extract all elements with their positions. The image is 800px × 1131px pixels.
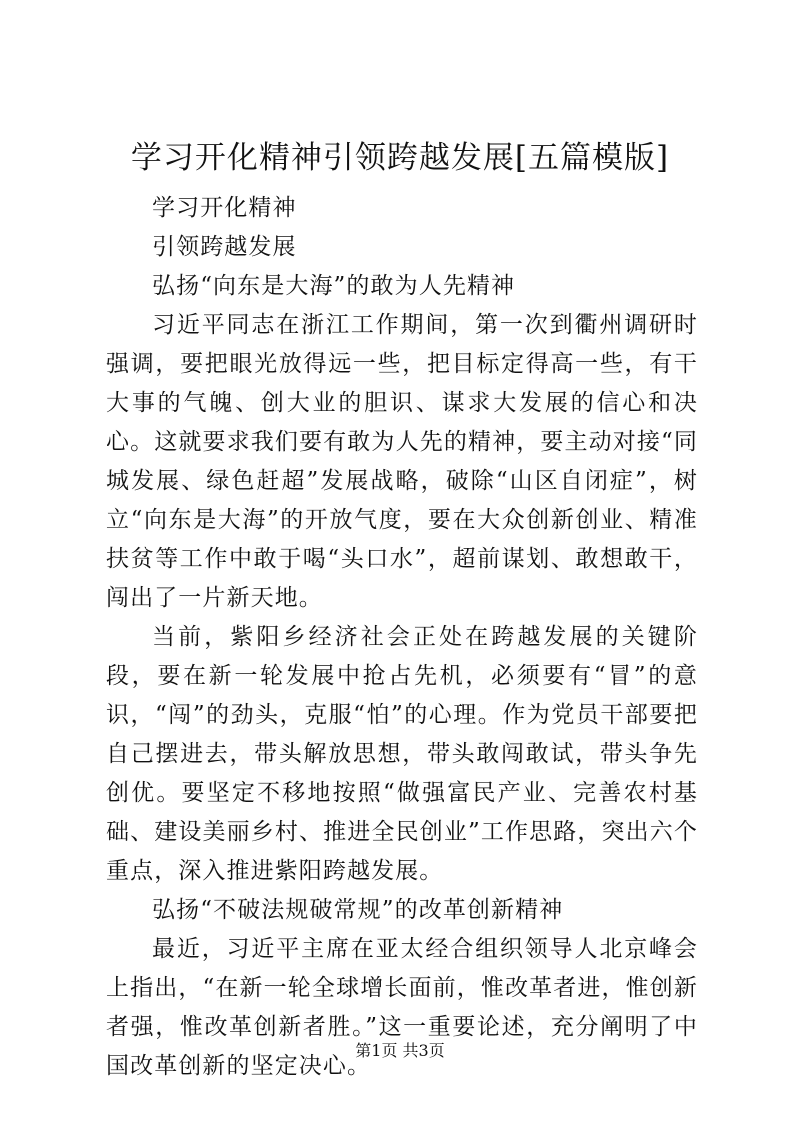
body-paragraph: 当前，紫阳乡经济社会正处在跨越发展的关键阶段，要在新一轮发展中抢占先机，必须要有“冒”的意识，“闯”的劲头，克服“怕”的心理。作为党员干部要把自己摆进去，带头解放思想，带头敢闯敢试，带头争先创优。要坚定不移地按照“做强富民产业、完善农村基础、建设美丽乡村、推进全民创业”工作思路，突出六个重点，深入推进紫阳跨越发展。	[106, 624, 698, 884]
section-heading-2: 弘扬“不破法规破常规”的改革创新精神	[152, 897, 564, 923]
body-paragraph: 最近，习近平主席在亚太经合组织领导人北京峰会上指出，“在新一轮全球增长面前，惟改革者进，惟创新者强，惟改革创新者胜。”这一重要论述，充分阐明了中国改革创新的坚定决心。	[106, 936, 698, 1079]
body-paragraph: 习近平同志在浙江工作期间，第一次到衢州调研时强调，要把眼光放得远一些，把目标定得高一些，有干大事的气魄、创大业的胆识、谋求大发展的信心和决心。这就要求我们要有敢为人先的精神，要主动对接“同城发展、绿色赶超”发展战略，破除“山区自闭症”，树立“向东是大海”的开放气度，要在大众创新创业、精准扶贫等工作中敢于喝“头口水”，超前谋划、敢想敢干，闯出了一片新天地。	[106, 312, 698, 611]
subtitle-line-1: 学习开化精神	[152, 195, 297, 221]
subtitle-line-2: 引领跨越发展	[152, 234, 297, 260]
section-heading-1: 弘扬“向东是大海”的敢为人先精神	[152, 273, 516, 299]
document-title: 学习开化精神引领跨越发展[五篇模版]	[130, 140, 670, 176]
page-number-footer: 第1页 共3页	[355, 1041, 445, 1060]
document-body	[106, 189, 698, 1086]
